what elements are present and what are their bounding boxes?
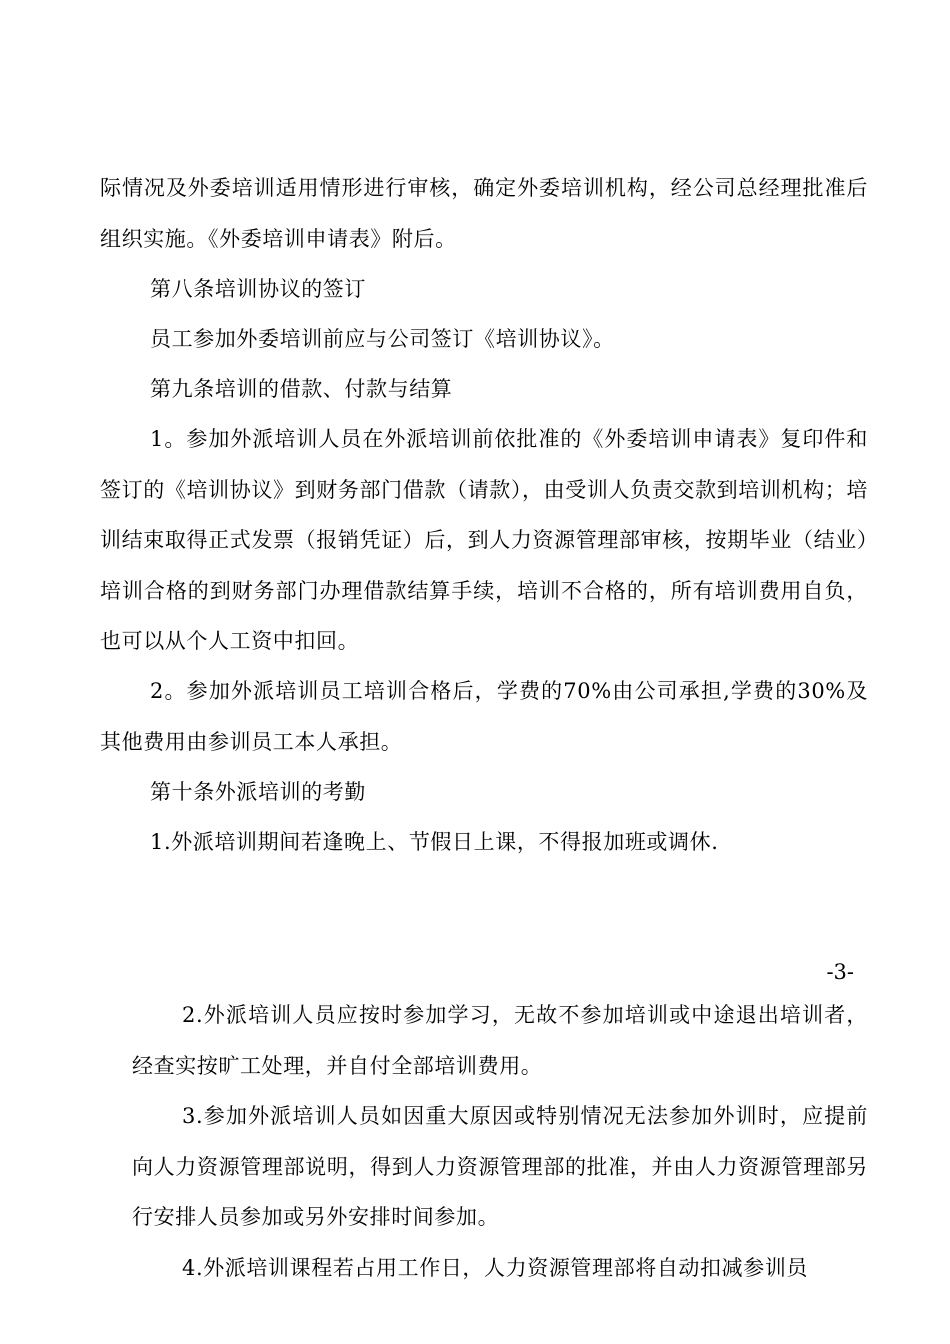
article-9-item-2: 2。参加外派培训员工培训合格后，学费的70%由公司承担,学费的30%及其他费用由参训员工本人承担。 [100,679,868,754]
article-9-heading: 第九条培训的借款、付款与结算 [150,377,453,401]
article-10-item-2: 2.外派培训人员应按时参加学习，无故不参加培训或中途退出培训者，经查实按旷工处理，并自付全部培训费用。 [132,1003,868,1078]
article-10-heading: 第十条外派培训的考勤 [150,780,366,804]
article-10-item-1: 1.外派培训期间若逢晚上、节假日上课，不得报加班或调休. [150,830,719,854]
paragraph-continuation: 际情况及外委培训适用情形进行审核，确定外委培训机构，经公司总经理批准后组织实施。《外委培训申请表》附后。 [100,176,868,251]
article-10-item-4: 4.外派培训课程若占用工作日，人力资源管理部将自动扣减参训员 [182,1256,809,1280]
article-10-item-3: 3.参加外派培训人员如因重大原因或特别情况无法参加外训时，应提前向人力资源管理部说明，得到人力资源管理部的批准，并由人力资源管理部另行安排人员参加或另外安排时间参加。 [132,1104,868,1229]
article-8-heading: 第八条培训协议的签订 [150,277,366,301]
article-9-item-1: 1。参加外派培训人员在外派培训前依批准的《外委培训申请表》复印件和签订的《培训协议》到财务部门借款（请款），由受训人负责交款到培训机构；培训结束取得正式发票（报销凭证）后，到人力资源管理部审核，按期毕业（结业）培训合格的到财务部门办理借款结算手续，培训不合格的，所有培训费用自负，也可以从个人工资中扣回。 [100,427,868,653]
article-8-body: 员工参加外委培训前应与公司签订《培训协议》。 [150,327,615,351]
page-number: -3- [826,960,854,984]
